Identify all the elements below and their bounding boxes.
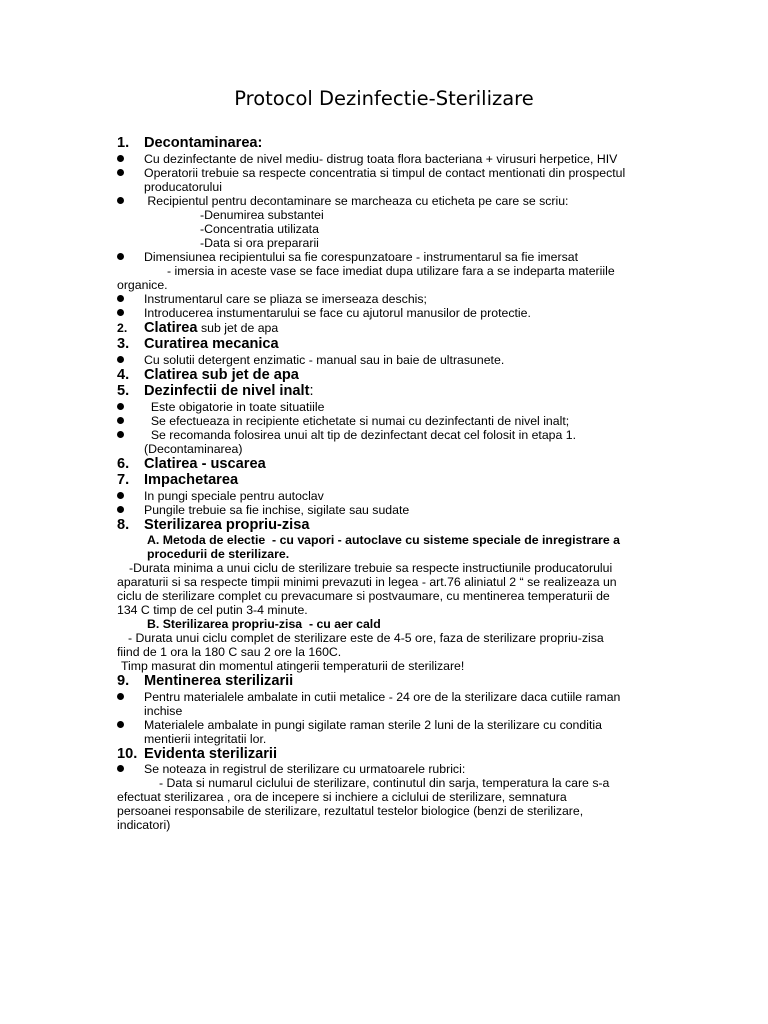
bullet-icon (117, 765, 124, 772)
section-title: Decontaminarea: (144, 135, 263, 151)
bullet-icon (117, 403, 124, 410)
bullet-item (117, 306, 647, 320)
bullet-item (117, 353, 647, 367)
section-title: Clatirea (144, 319, 198, 336)
bullet-text-continued: producatorului (144, 179, 222, 194)
bullet-item (117, 428, 647, 456)
bullet-item (117, 489, 647, 503)
section-number: 1. (117, 135, 130, 151)
bullet-icon (117, 506, 124, 513)
paragraph-line: ciclu de sterilizare complet cu prevacumare si postvaumare, cu mentinerea temperaturii de (117, 589, 610, 603)
bullet-item (117, 292, 647, 306)
bullet-text-continued: inchise (144, 703, 183, 718)
bullet-item (117, 414, 647, 428)
paragraph-line: fiind de 1 ora la 180 C sau 2 ore la 160C. (117, 645, 342, 659)
section-heading-2 (117, 320, 647, 337)
bullet-item (117, 250, 647, 264)
paragraph-line: indicatori) (117, 818, 171, 832)
bullet-icon (117, 169, 124, 176)
bullet-text: In pungi speciale pentru autoclav (144, 488, 324, 503)
bullet-icon (117, 417, 124, 424)
bullet-text: Recipientul pentru decontaminare se marcheaza cu eticheta pe care se scriu: (144, 193, 569, 208)
section-title: Clatirea sub jet de apa (144, 366, 299, 383)
section-heading-4 (117, 367, 647, 384)
paragraph-line: - Data si numarul ciclului de sterilizare, continutul din sarja, temperatura la care s-a (159, 776, 610, 790)
paragraph-line: - Durata unui ciclu complet de sterilizare este de 4-5 ore, faza de sterilizare propriu-zisa (128, 631, 604, 645)
bullet-item (117, 194, 647, 208)
bullet-item (117, 152, 647, 166)
bullet-icon (117, 309, 124, 316)
section-number: 6. (117, 455, 130, 472)
bullet-text: Instrumentarul care se pliaza se imerseaza deschis; (144, 291, 427, 306)
paragraph-line: efectuat sterilizarea , ora de incepere si inchiere a ciclului de sterilizare, semnatura (117, 790, 567, 804)
section-number: 7. (117, 472, 130, 488)
bullet-icon (117, 431, 124, 438)
bullet-text: Cu dezinfectante de nivel mediu- distrug toata flora bacteriana + virusuri herpetice, HIV (144, 151, 618, 166)
bullet-text: Pentru materialele ambalate in cutii metalice - 24 ore de la sterilizare daca cutiile raman (144, 689, 621, 704)
section-number: 9. (117, 673, 130, 689)
paragraph-line: aparaturii si sa respecte timpii minimi prevazuti in legea - art.76 aliniatul 2 “ se realizeaza un (117, 575, 617, 589)
section-title: Evidenta sterilizarii (144, 745, 278, 762)
label-item: -Denumirea substantei (200, 207, 324, 222)
paragraph-line: - imersia in aceste vase se face imediat dupa utilizare fara a se indeparta materiile (167, 263, 615, 278)
paragraph-line: persoanei responsabile de sterilizare, rezultatul testelor biologice (benzi de sterilizare, (117, 804, 584, 818)
section-title: Sterilizarea propriu-zisa (144, 516, 310, 533)
paragraph-line: 134 C timp de cel putin 3-4 minute. (117, 603, 308, 617)
section-heading-8 (117, 517, 647, 534)
section-title-rest: sub jet de apa (197, 320, 279, 335)
bullet-icon (117, 356, 124, 363)
bullet-icon (117, 197, 124, 204)
bullet-text: Se efectueaza in recipiente etichetate si numai cu dezinfectanti de nivel inalt; (144, 413, 570, 428)
section-title: Clatirea - uscarea (144, 455, 266, 472)
bullet-item (117, 400, 647, 414)
section-heading-5 (117, 383, 647, 400)
subsection-b-title: B. Sterilizarea propriu-zisa - cu aer cald (147, 617, 381, 631)
bullet-text-continued: mentierii integritatii lor. (144, 731, 267, 746)
subsection-a-title-continued: procedurii de sterilizare. (147, 547, 290, 561)
bullet-icon (117, 295, 124, 302)
section-heading-1 (117, 135, 647, 152)
bullet-text: Dimensiunea recipientului sa fie corespunzatoare - instrumentarul sa fie imersat (144, 249, 579, 264)
section-heading-10 (117, 746, 647, 763)
document-body (117, 135, 647, 832)
subsection-a-title: A. Metoda de electie - cu vapori - autoclave cu sisteme speciale de inregistrare a (147, 533, 620, 547)
label-item: -Data si ora prepararii (200, 235, 319, 250)
bullet-text: Operatorii trebuie sa respecte concentratia si timpul de contact mentionati din prospectul (144, 165, 626, 180)
bullet-icon (117, 492, 124, 499)
bullet-text: Este obigatorie in toate situatiile (144, 399, 325, 414)
section-number: 3. (117, 336, 130, 352)
bullet-text: Materialele ambalate in pungi sigilate raman sterile 2 luni de la sterilizare cu conditia (144, 717, 602, 732)
bullet-item (117, 762, 647, 776)
bullet-text: Se recomanda folosirea unui alt tip de dezinfectant decat cel folosit in etapa 1. (144, 427, 577, 442)
section-number: 10. (117, 745, 138, 762)
label-item: -Concentratia utilizata (200, 221, 319, 236)
bullet-icon (117, 253, 124, 260)
paragraph-line: organice. (117, 277, 168, 292)
bullet-item (117, 690, 647, 718)
bullet-item (117, 503, 647, 517)
bullet-item (117, 718, 647, 746)
document-title: Protocol Dezinfectie-Sterilizare (234, 87, 534, 110)
section-number: 4. (117, 366, 130, 383)
bullet-text: Se noteaza in registrul de sterilizare cu urmatoarele rubrici: (144, 762, 466, 776)
section-title: Mentinerea sterilizarii (144, 673, 294, 689)
section-number: 8. (117, 516, 130, 533)
section-heading-7 (117, 472, 647, 489)
bullet-text-continued: (Decontaminarea) (144, 441, 243, 456)
bullet-text: Cu solutii detergent enzimatic - manual sau in baie de ultrasunete. (144, 352, 505, 367)
section-number: 2. (117, 320, 128, 335)
section-title: Dezinfectii de nivel inalt (144, 383, 310, 399)
bullet-icon (117, 721, 124, 728)
bullet-item (117, 166, 647, 194)
section-heading-3 (117, 336, 647, 353)
bullet-icon (117, 693, 124, 700)
paragraph-line: Timp masurat din momentul atingerii temperaturii de sterilizare! (121, 659, 465, 673)
section-number: 5. (117, 383, 130, 399)
section-title-rest: : (309, 383, 314, 399)
bullet-icon (117, 155, 124, 162)
section-title: Impachetarea (144, 472, 239, 488)
section-title: Curatirea mecanica (144, 336, 279, 352)
bullet-text: Pungile trebuie sa fie inchise, sigilate sau sudate (144, 502, 410, 517)
section-heading-9 (117, 673, 647, 690)
section-heading-6 (117, 456, 647, 473)
paragraph-line: -Durata minima a unui ciclu de sterilizare trebuie sa respecte instructiunile producatorului (129, 561, 613, 575)
bullet-text: Introducerea instumentarului se face cu ajutorul manusilor de protectie. (144, 305, 531, 320)
